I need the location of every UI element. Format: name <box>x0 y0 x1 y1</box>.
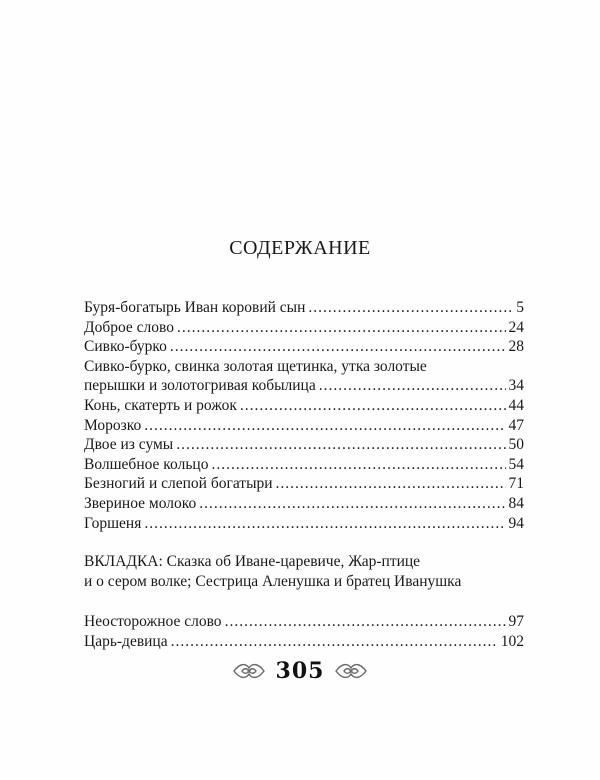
toc-entry-title: Царь-девица <box>84 632 168 650</box>
dot-leader <box>177 318 506 338</box>
toc-entry-title: Неосторожное слово <box>84 613 222 631</box>
dot-leader <box>225 612 506 632</box>
toc-entry <box>84 396 524 416</box>
toc-entry <box>84 416 524 436</box>
toc-entry-page: 24 <box>508 318 524 336</box>
ornament-icon <box>334 660 368 682</box>
toc-entry <box>84 318 524 338</box>
dot-leader <box>199 494 505 514</box>
toc-entry-title: Двое из сумы <box>84 436 174 454</box>
dot-leader <box>211 455 505 475</box>
toc-entry <box>84 435 524 455</box>
toc-entry-title-line2: перышки и золотогривая кобылица <box>84 377 316 395</box>
page-title: СОДЕРЖАНИЕ <box>229 237 371 259</box>
toc-entry <box>84 455 524 475</box>
dot-leader <box>276 474 506 494</box>
ornament-icon <box>232 660 266 682</box>
dot-leader <box>170 337 506 357</box>
toc-entry-title: Конь, скатерть и рожок <box>84 396 237 414</box>
dot-leader <box>240 396 506 416</box>
toc-entry-title: Горшеня <box>84 514 142 532</box>
page-footer <box>0 658 600 684</box>
dot-leader <box>176 435 505 455</box>
toc-entry-page: 47 <box>508 416 524 434</box>
toc-entry-page: 34 <box>508 377 524 395</box>
toc-entry <box>84 298 524 318</box>
toc-entry-page: 94 <box>508 514 524 532</box>
toc-entry <box>84 474 524 494</box>
toc-entry-title: Доброе слово <box>84 318 174 336</box>
toc-entry <box>84 514 524 534</box>
toc-entry-title-line1: Сивко-бурко, свинка золотая щетинка, утка золотые <box>84 357 427 375</box>
toc-entry <box>84 612 524 632</box>
toc-entry <box>84 632 524 652</box>
toc-entry-title: Звериное молоко <box>84 494 197 512</box>
toc-entry <box>84 494 524 514</box>
insert-note-line1: ВКЛАДКА: Сказка об Иване-царевиче, Жар-птице <box>84 553 421 571</box>
toc-entry-page: 84 <box>508 494 524 512</box>
insert-note-line2: и о сером волке; Сестрица Аленушка и братец Иванушка <box>84 572 462 590</box>
dot-leader <box>308 298 513 318</box>
toc-entry-page: 102 <box>500 632 524 650</box>
toc-entry-page: 28 <box>508 338 524 356</box>
dot-leader <box>144 514 505 534</box>
dot-leader <box>319 376 506 396</box>
toc-entry-title: Безногий и слепой богатыри <box>84 475 273 493</box>
toc-entry-title: Сивко-бурко <box>84 338 167 356</box>
toc-entry <box>84 337 524 357</box>
dot-leader <box>144 416 505 436</box>
toc-entry-page: 54 <box>508 455 524 473</box>
insert-note <box>84 552 524 591</box>
table-of-contents <box>84 298 524 652</box>
toc-entry-page: 97 <box>508 613 524 631</box>
toc-entry <box>84 376 524 396</box>
dot-leader <box>171 632 498 652</box>
toc-entry-title: Морозко <box>84 416 142 434</box>
toc-entry-title: Волшебное кольцо <box>84 455 209 473</box>
toc-entry-title: Буря-богатырь Иван коровий сын <box>84 299 306 316</box>
page-number: 305 <box>275 658 325 684</box>
toc-entry-page: 5 <box>516 299 524 316</box>
toc-entry-page: 44 <box>508 396 524 414</box>
toc-entry-page: 50 <box>508 436 524 454</box>
toc-entry-page: 71 <box>508 475 524 493</box>
